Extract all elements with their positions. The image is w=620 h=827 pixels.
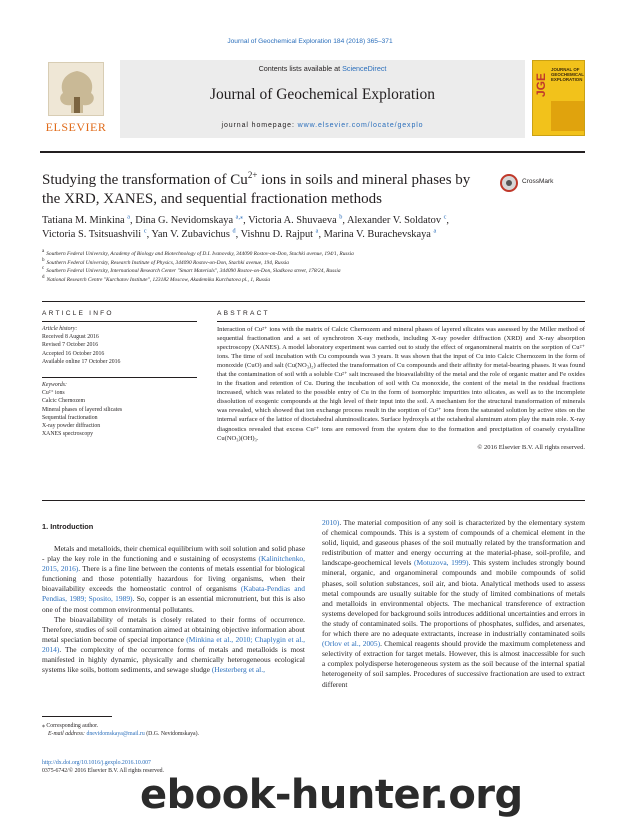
journal-masthead: [40, 60, 585, 140]
contents-prefix: Contents lists available at: [258, 64, 343, 73]
keyword-item: Cu²⁺ ions: [42, 390, 65, 397]
affiliation-mark: b: [42, 257, 45, 263]
author-name[interactable]: Dina G. Nevidomskaya: [135, 215, 236, 226]
abstract-rule: [217, 321, 585, 322]
author-name[interactable]: Vishnu D. Rajput: [240, 229, 316, 240]
affiliation-item: [42, 276, 587, 285]
keyword-item: X-ray powder diffraction: [42, 423, 101, 430]
contents-line: [120, 64, 525, 73]
author-email-link[interactable]: dnevidomskaya@mail.ru: [86, 731, 145, 737]
cover-image-band: [551, 101, 584, 131]
author-affiliation-mark[interactable]: b: [339, 213, 343, 221]
author-name[interactable]: Victoria S. Tsitsuashvili: [42, 229, 144, 240]
elsevier-logo[interactable]: [40, 60, 112, 138]
affiliation-mark: a: [42, 249, 45, 255]
footnote-rule: [42, 716, 112, 717]
masthead-banner: [120, 60, 525, 138]
abstract-heading: ABSTRACT: [217, 310, 270, 317]
crossmark-label: CrossMark: [522, 178, 554, 185]
affiliation-item: [42, 259, 587, 268]
abstract-body: [217, 325, 585, 452]
cover-title: JOURNAL OF GEOCHEMICAL EXPLORATION: [551, 67, 584, 83]
author-affiliation-mark[interactable]: a,⁎: [235, 213, 244, 221]
author-name[interactable]: Victoria A. Shuvaeva: [248, 215, 340, 226]
history-list: [42, 333, 192, 366]
email-person: (D.G. Nevidomskaya).: [144, 731, 200, 737]
article-info-rule: [42, 321, 197, 322]
corresponding-label: Corresponding author.: [46, 723, 99, 729]
body-column-right: 2010). The material composition of any soil is characterized by the elementary system of chemical compounds. This is a system of compounds of a chemical element in the solid, liquid, and gaseous phases of the soil mutually related by the transformation and redistribution of matter and energy occurring at the material-phase, soil-profile, and landscape-geochemical levels (Motuzova, 1999). This system includes strongly bound mineral, organic, and organomineral compounds and mobile compounds of solid phases, soil solution substances, soil air, and biota. Analytical methods used to assess metal compounds are usually suitable for the study of limited combinations of metals and metalloids in environmental objects. The mechanical transference of extraction systems developed for background soils introduces additional uncertainties and errors in the study of contaminated soils. The proportions of phosphates, sulfides, and arsenates, for which there are no adequate extractants, increase in industrially contaminated soils (Orlov et al., 2005). Chemical reagents should provide the maximum completeness and selectivity of extraction for target metals. However, this is almost inaccessible for such a complex polydisperse heterogeneous system as the soil because of the internal spatial heterogeneity of soil samples. Procedures of successive fractionation are used to extract different: [322, 518, 585, 689]
affiliations: [42, 250, 587, 284]
article-title: Studying the transformation of $Cu^{2+}$ ions in soils and mineral phases by the XRD, XANES, and sequential fractionation methods: [42, 170, 471, 207]
keyword-item: Calcic Chernozem: [42, 398, 85, 405]
homepage-prefix: journal homepage:: [221, 122, 298, 129]
author-affiliation-mark[interactable]: a: [127, 213, 131, 221]
affiliation-text: Southern Federal University, Research Institute of Physics, 344090 Rostov-on-Don, Stachki avenue, 194, Russia: [46, 259, 289, 266]
elsevier-wordmark: ELSEVIER: [45, 120, 107, 134]
abstract-bottom-rule: [42, 500, 585, 501]
author-line-2: Victoria S. Tsitsuashvili $^c$, Yan V. Zubavichus $^d$, Vishnu D. Rajput $^a$, Marina V. Burachevskaya $^a$: [42, 227, 437, 240]
history-keywords-rule: [42, 377, 197, 378]
affiliation-text: National Research Centre "Kurchatov Institute", 123182 Moscow, Akademika Kurchatova pl., 1, Russia: [46, 276, 271, 283]
crossmark-icon: [500, 174, 518, 192]
author-affiliation-mark[interactable]: c: [143, 227, 147, 235]
footnote-mark: ⁎: [42, 723, 45, 729]
author-name[interactable]: Alexander V. Soldatov: [347, 215, 444, 226]
intro-paragraph-2: The bioavailability of metals is closely related to their forms of occurrence. Therefore, studies of soil contamination aimed at obtaining objective information about metal speciation become of special importance (Minkina et al., 2010; Chaplygin et al., 2014). The complexity of the occurrence forms of metals and metalloids is most manifested in highly dynamic, physically and chemically heterogeneous ecological systems like soils, bottom sediments, and sewage sludge (Hesterberg et al.,: [42, 614, 305, 675]
citation-link[interactable]: (Minkina et al., 2010; Chaplygin et al., 2014): [42, 634, 305, 654]
journal-cover-thumbnail[interactable]: [532, 60, 585, 136]
author-affiliation-mark[interactable]: d: [232, 227, 236, 235]
email-label: E-mail address:: [48, 731, 87, 737]
journal-name: Journal of Geochemical Exploration: [209, 86, 436, 103]
crossmark-badge[interactable]: [500, 174, 585, 192]
keywords-label: Keywords:: [42, 382, 67, 388]
citation-link[interactable]: (Orlov et al., 2005): [322, 639, 381, 649]
abstract-copyright: © 2016 Elsevier B.V. All rights reserved.: [477, 443, 585, 451]
corresponding-author-footnote: [42, 722, 305, 738]
history-item: Revised 7 October 2016: [42, 342, 99, 349]
affiliation-item: [42, 267, 587, 276]
journal-citation-link[interactable]: Journal of Geochemical Exploration 184 (2018) 365–371: [227, 38, 393, 45]
elsevier-tree-icon: [48, 62, 104, 116]
affiliation-mark: c: [42, 266, 45, 272]
affiliations-divider: [42, 301, 585, 302]
keywords-list: [42, 389, 192, 438]
history-item: Accepted 16 October 2016: [42, 350, 105, 357]
author-list: [42, 214, 587, 242]
affiliation-text: Southern Federal University, Academy of Biology and Biotechnology of D.I. Ivanovsky, 344090 Rostov-on-Don, Stachki avenue, 194/1, Russia: [46, 251, 354, 257]
keywords-block: [42, 381, 192, 438]
issn-line: 0375-6742/© 2016 Elsevier B.V. All rights reserved.: [42, 768, 164, 774]
citation-link[interactable]: (Hesterberg et al.,: [211, 665, 265, 675]
citation-link[interactable]: (Kabata-Pendias and Pendias, 1989; Sposito, 1989): [42, 584, 305, 604]
abstract-text: Interaction of Cu²⁺ ions with the matrix of Calcic Chernozem and mineral phases of layered silicates was assessed by the Miller method of sequential fractionation and a set of synchrotron X-ray methods, including X-ray powder diffraction (XRD) and X-ray absorption spectroscopy (XANES). A model laboratory experiment was carried out to study the effect of organomineral matrix on the sorption of Cu²⁺ ions. The time of soil incubation with Cu compounds was 3 years. It was shown that the input of Cu into Calcic Chernozem in the form of monoxide (CuO) and salt (Cu(NO₃)₂) affected the transformation of Cu compounds and their affinity for metal-bearing phases. It was found that the contamination of soil with a soluble Cu²⁺ salt increased the bioavailability of the metal and the role of organic matter and Fe oxides in the fixation and retention of Cu. During the incubation of soil with Cu monoxide, the content of the metal in the residual fractions increased, which was related to the possible entry of Cu in the form of isomorphic impurities into silicates, as well as to the incomplete dissolution of exogenic compounds at the high level of their input into the soil. A mechanism for the structural transformation of minerals was revealed, which showed that ion exchange process result in the sorption of Cu²⁺ ions from the saturated solution by active sites on the internal surface of the lattice of dioctahedral aluminosilicates. Surface hydroxyls at the octahedral aluminum atom play the main role. X-ray diagnostics revealed that excess Cu²⁺ ions are removed from the system due to the formation and precipitation of coarsely crystalline Cu(NO₃)(OH)₃.: [217, 326, 585, 442]
sciencedirect-link[interactable]: ScienceDirect: [342, 64, 387, 73]
keyword-item: Sequential fractionation: [42, 414, 98, 421]
intro-paragraph-1: Metals and metalloids, their chemical equilibrium with soil solution and solid phase - play the key role in the functioning and e sustaining of ecosystems (Kalinitchenko, 2015, 2016). There is a fine line between the contents of metals essential for biological functioning and those potentially hazardous for living organisms, when their bioavailability exceeds the homeostatic control of organisms (Kabata-Pendias and Pendias, 1989; Sposito, 1989). So, copper is an essential micronutrient, but this is also one of the most common environmental pollutants.: [42, 544, 305, 614]
author-line-1: Tatiana M. Minkina $^a$, Dina G. Nevidomskaya $^{a,⁎}$, Victoria A. Shuvaeva $^b$, Alexander V. Soldatov $^c$,: [42, 213, 450, 226]
watermark-text: ebook-hunter.org: [140, 772, 523, 818]
cover-letters: JGE: [534, 73, 548, 98]
keyword-item: XANES spectroscopy: [42, 431, 94, 438]
journal-homepage-line: [120, 122, 525, 129]
affiliation-mark: d: [42, 274, 45, 280]
author-affiliation-mark[interactable]: a: [315, 227, 319, 235]
introduction-heading: 1. Introduction: [42, 522, 94, 531]
doi-link[interactable]: http://dx.doi.org/10.1016/j.gexplo.2016.10.007: [42, 760, 151, 766]
article-info-heading: ARTICLE INFO: [42, 310, 114, 317]
history-item: Received 8 August 2016: [42, 334, 99, 341]
body-column-left: [42, 544, 305, 675]
affiliation-item: [42, 250, 587, 259]
article-history: [42, 325, 192, 366]
history-item: Available online 17 October 2016: [42, 358, 121, 365]
author-name[interactable]: Yan V. Zubavichus: [151, 229, 233, 240]
citation-link[interactable]: (Motuzova, 1999): [413, 558, 469, 568]
citation-link[interactable]: 2010): [322, 518, 340, 527]
keyword-item: Mineral phases of layered silicates: [42, 406, 123, 413]
author-name[interactable]: Tatiana M. Minkina: [42, 215, 128, 226]
affiliation-text: Southern Federal University, International Research Center "Smart Materials", 344090 Rostov-on-Don, Sladkova street, 178/24, Russia: [46, 268, 341, 274]
author-affiliation-mark[interactable]: c: [443, 213, 447, 221]
citation-link[interactable]: (Kalinitchenko, 2015, 2016): [42, 554, 305, 574]
history-label: Article history:: [42, 326, 78, 332]
masthead-divider: [40, 151, 585, 153]
author-name[interactable]: Marina V. Burachevskaya: [323, 229, 434, 240]
author-affiliation-mark[interactable]: a: [433, 227, 437, 235]
journal-homepage-link[interactable]: www.elsevier.com/locate/gexplo: [297, 122, 424, 129]
